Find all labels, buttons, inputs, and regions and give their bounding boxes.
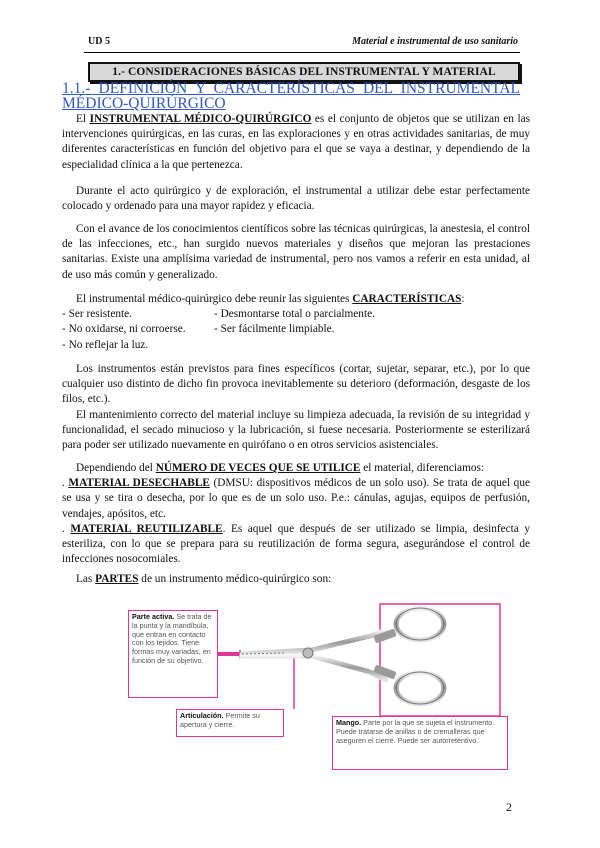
text-fragment: es el conjunto de objetos que se utilizan en las intervenciones quirúrgicas, en las curas, en las exploraciones y en otras actividades sanitarias, de muy diferentes características en función del objetivo para el que se vaya a destinar, y dependiendo de la especialidad clínica a la que pertenezca.: [62, 113, 530, 171]
text-fragment: (DMSU: dispositivos médicos de un solo uso). Se trata de aquel que se usa y se tira o desecha, por lo que es de un solo uso. P.e.: cánulas, agujas, equipos de perfusión, vendajes, apósitos, etc.: [62, 477, 530, 520]
callout-text: Permite su apertura y cierre.: [180, 711, 260, 729]
keyword-partes: PARTES: [95, 573, 139, 585]
forceps-lower-blade: [242, 656, 386, 680]
callout-parte-activa: [128, 610, 218, 698]
page-number: 2: [506, 800, 512, 814]
text-fragment: el material, diferenciamos:: [360, 462, 485, 474]
callout-mango: [332, 716, 508, 770]
characteristic-item: - Ser fácilmente limpiable.: [214, 323, 335, 336]
callout-text: Se trata de la punta y la mandíbula, que entran en contacto con los tejidos. Tiene formas muy variadas, en función de su objetivo.: [132, 612, 212, 665]
forceps-upper-blade: [242, 630, 386, 654]
callout-title: Parte activa.: [132, 612, 175, 621]
keyword-instrumental: INSTRUMENTAL MÉDICO-QUIRÚRGICO: [89, 113, 312, 125]
keyword-material-reutilizable: MATERIAL REUTILIZABLE: [70, 522, 223, 535]
text-fragment: :: [461, 293, 465, 305]
instrument-figure: [124, 592, 506, 792]
callout-title: Articulación.: [180, 711, 224, 720]
characteristic-item: - Desmontarse total o parcialmente.: [214, 308, 375, 321]
text-fragment: Las: [76, 573, 96, 585]
paragraph-acto-quirurgico: [62, 184, 530, 214]
bullet: .: [62, 522, 71, 535]
text-paragraph: Los instrumentos están previstos para fines específicos (cortar, sujetar, separar, etc.), por lo que cualquier uso distinto de dicho fin provoca inevitablemente su deterioro (deformación, desgaste de los filos, etc.).: [62, 363, 530, 406]
paragraph-definition: [62, 112, 530, 173]
text-fragment: El instrumental médico-quirúrgico debe reunir las siguientes: [76, 293, 353, 305]
characteristics-row: [62, 307, 530, 322]
callout-text: Parte por la que se sujeta el instrumento. Puede tratarse de anillas o de cremalleras que aseguren el cierre. Puede ser autorretentivo.: [336, 718, 495, 745]
text-fragment: . Es aquel que después de ser utilizado se limpia, desinfecta y esteriliza, con lo que se prepara para su reutilización de forma segura, asegurándose el control de infecciones nosocomiales.: [62, 522, 530, 566]
paragraph-partes: [62, 572, 530, 587]
text-paragraph: El mantenimiento correcto del material incluye su limpieza adecuada, la revisión de su integridad y funcionalidad, el secado minucioso y la lubricación, si fuese necesaria. Posteriormente se esterilizará para poder ser utilizado nuevamente en quirófano o en otros servicios asistenciales.: [62, 408, 530, 452]
text-fragment: El: [76, 113, 90, 125]
bullet: .: [62, 477, 69, 490]
keyword-material-desechable: MATERIAL DESECHABLE: [68, 477, 210, 490]
header-divider: [84, 52, 520, 53]
characteristic-item: - Ser resistente.: [62, 308, 132, 321]
keyword-caracteristicas: CARACTERÍSTICAS: [352, 293, 462, 305]
text-fragment: de un instrumento médico-quirúrgico son:: [138, 573, 332, 585]
paragraph-uso-especifico: [62, 362, 530, 453]
section-title: 1.- CONSIDERACIONES BÁSICAS DEL INSTRUMENTAL Y MATERIAL: [88, 62, 520, 82]
page-header: [88, 36, 518, 52]
callout-articulacion: [176, 709, 284, 737]
text-fragment: Dependiendo del: [76, 462, 156, 474]
subsection-heading-line2: MÉDICO-QUIRÚRGICO: [62, 95, 226, 112]
unit-label: UD 5: [88, 36, 110, 47]
subsection-heading: [62, 81, 520, 111]
forceps-joint: [303, 648, 313, 658]
document-title: Material e instrumental de uso sanitario: [352, 36, 518, 47]
text-paragraph: Con el avance de los conocimientos científicos sobre las técnicas quirúrgicas, la anestesia, el control de las infecciones, etc., han surgido nuevos materiales y diseños que mejoran las prestaciones sanitarias. Existe una amplísima variedad de instrumental, pero nos vamos a referir en esta unidad, al de uso más común y generalizado.: [62, 223, 530, 281]
characteristic-item: - No oxidarse, ni corroerse.: [62, 323, 186, 336]
keyword-numero-veces: NÚMERO DE VECES QUE SE UTILICE: [155, 462, 361, 474]
characteristics-row: [62, 322, 530, 337]
text-paragraph: Durante el acto quirúrgico y de exploración, el instrumental a utilizar debe estar perfectamente colocado y ordenado para una mayor rapidez y eficacia.: [62, 185, 530, 213]
subsection-heading-line1: 1.1.- DEFINICIÓN Y CARACTERÍSTICAS DEL INSTRUMENTAL: [62, 80, 520, 97]
paragraph-caracteristicas: [62, 292, 530, 353]
paragraph-tipos-material: [62, 461, 530, 567]
characteristic-item: - No reflejar la luz.: [62, 338, 149, 351]
callout-title: Mango.: [336, 718, 362, 727]
paragraph-avance: [62, 222, 530, 283]
